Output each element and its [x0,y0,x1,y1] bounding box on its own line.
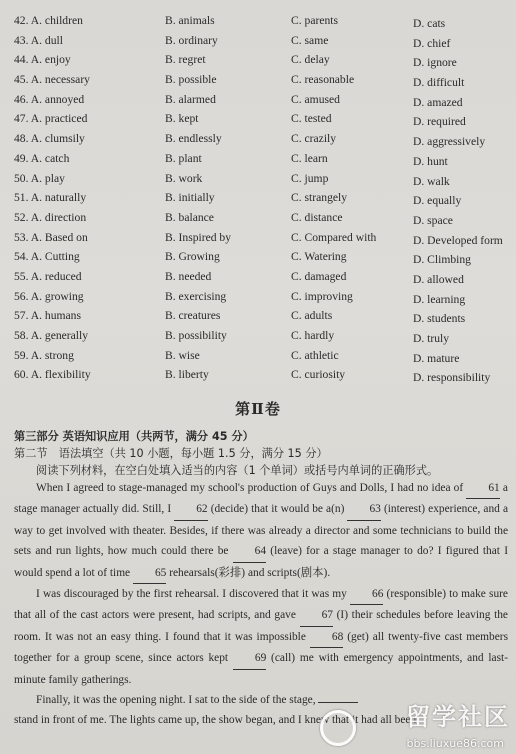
text: (call) me with emergency appointments, and last-minute family gatherings. [14,652,508,686]
paragraph-1 [14,478,508,584]
question-number-and-option-a[interactable]: 48. A. clumsily [14,132,85,146]
blank-64[interactable]: 64 [233,541,266,562]
blank-66[interactable]: 66 [350,584,383,605]
option-b[interactable]: B. creatures [165,309,221,323]
blank-69[interactable]: 69 [233,648,266,669]
option-b[interactable]: B. ordinary [165,33,218,47]
option-b[interactable]: B. Inspired by [165,230,232,244]
option-d[interactable]: D. space [413,213,453,227]
text: stand in front of me. The lights came up, the show began, and I knew that it had all been [14,714,417,727]
text: (interest) experience, and a way to get involved with theater. Besides, if there was already a director and some technicians to build the sets and run lights, how much could there be [14,503,508,558]
option-b[interactable]: B. possible [165,73,217,87]
watermark-url: bbs.liuxue86.com [406,737,504,750]
option-b[interactable]: B. animals [165,14,215,27]
option-b[interactable]: B. exercising [165,289,227,303]
option-c[interactable]: C. hardly [291,329,335,342]
option-c[interactable]: C. delay [291,53,330,67]
option-c[interactable]: C. athletic [291,348,339,362]
question-row [0,368,516,388]
option-d[interactable]: D. students [413,312,466,326]
question-row [0,191,516,211]
text: When I agreed to stage-managed my school's production of Guys and Dolls, I had no idea of [36,482,467,494]
option-c[interactable]: C. improving [291,289,353,303]
option-d[interactable]: D. equally [413,194,462,208]
option-d[interactable]: D. cats [413,17,446,30]
question-row [0,93,516,113]
text: (decide) that it would be a(n) [207,503,348,516]
text: (I) their schedules before leaving the room. It was not an easy thing. I found that it was impossible [14,609,508,643]
text: rehearsals(彩排) and scripts(剧本). [166,566,331,579]
question-number-and-option-a[interactable]: 56. A. growing [14,289,84,303]
part-heading: 第三部分 英语知识应用（共两节，满分 45 分） [14,430,254,443]
blank-62[interactable]: 62 [174,499,207,520]
option-c[interactable]: C. adults [291,309,333,323]
question-number-and-option-a[interactable]: 42. A. children [14,14,83,27]
option-c[interactable]: C. tested [291,112,332,126]
question-number-and-option-a[interactable]: 44. A. enjoy [14,53,71,67]
option-c[interactable]: C. Watering [291,250,347,264]
text: (responsible) to make sure that all of the cast actors were present, had scripts, and gave [14,588,508,622]
option-c[interactable]: C. Compared with [291,230,377,244]
question-number-and-option-a[interactable]: 54. A. Cutting [14,250,80,264]
option-d[interactable]: D. Developed form [413,233,503,247]
blank-68[interactable]: 68 [310,627,343,648]
option-b[interactable]: B. liberty [165,368,209,382]
question-number-and-option-a[interactable]: 59. A. strong [14,348,74,362]
question-number-and-option-a[interactable]: 57. A. humans [14,309,81,323]
question-row [0,231,516,251]
question-number-and-option-a[interactable]: 53. A. Based on [14,230,88,244]
option-c[interactable]: C. curiosity [291,368,346,382]
option-b[interactable]: B. work [165,171,203,185]
volume-title: 第Ⅱ卷 [235,402,281,418]
option-d[interactable]: D. required [413,115,466,129]
question-number-and-option-a[interactable]: 60. A. flexibility [14,368,91,382]
question-row [0,172,516,192]
instruction: 阅读下列材料，在空白处填入适当的内容（1 个单词）或括号内单词的正确形式。 [36,464,439,477]
text: I was discouraged by the first rehearsal. I discovered that it was my [36,588,350,601]
question-row [0,349,516,369]
watermark-logo-icon [320,710,356,746]
option-d[interactable]: D. allowed [413,272,464,286]
question-row [0,329,516,349]
option-d[interactable]: D. hunt [413,154,448,168]
option-d[interactable]: D. difficult [413,76,465,90]
blank-63[interactable]: 63 [347,499,380,520]
option-c[interactable]: C. reasonable [291,73,355,87]
question-row [0,152,516,172]
option-b[interactable]: B. possibility [165,329,227,342]
text: a stage manager actually did. Still, I [14,482,508,516]
option-d[interactable]: D. walk [413,174,450,188]
question-number-and-option-a[interactable]: 50. A. play [14,171,65,185]
option-d[interactable]: D. truly [413,332,450,345]
option-b[interactable]: B. initially [165,191,215,205]
text: Finally, it was the opening night. I sat to the side of the stage, [36,694,319,707]
watermark-brand: 留学社区 [406,703,510,731]
question-row [0,73,516,93]
option-b[interactable]: B. plant [165,151,202,165]
option-c[interactable]: C. distance [291,210,343,224]
option-c[interactable]: C. damaged [291,269,347,283]
option-b[interactable]: B. needed [165,269,212,283]
option-b[interactable]: B. wise [165,348,200,362]
question-number-and-option-a[interactable]: 45. A. necessary [14,73,90,87]
question-number-and-option-a[interactable]: 43. A. dull [14,33,63,47]
question-number-and-option-a[interactable]: 46. A. annoyed [14,92,85,106]
option-c[interactable]: C. crazily [291,132,337,146]
option-c[interactable]: C. amused [291,92,340,106]
option-c[interactable]: C. strangely [291,191,348,205]
question-row [0,14,516,34]
option-b[interactable]: B. endlessly [165,132,222,146]
option-d[interactable]: D. amazed [413,95,463,109]
question-number-and-option-a[interactable]: 49. A. catch [14,151,70,165]
blank-67[interactable]: 67 [300,605,333,626]
option-d[interactable]: D. learning [413,292,466,306]
text: (leave) for a stage manager to do? I figured that I would spend a lot of time [14,545,508,579]
blank-70[interactable] [318,702,358,703]
option-d[interactable]: D. responsibility [413,371,491,385]
question-number-and-option-a[interactable]: 55. A. reduced [14,269,82,283]
option-c[interactable]: C. jump [291,171,329,185]
blank-65[interactable]: 65 [133,563,166,584]
section-heading: 第二节 语法填空（共 10 小题，每小题 1.5 分，满分 15 分） [14,447,328,460]
question-row [0,132,516,152]
option-c[interactable]: C. parents [291,14,339,27]
question-row [0,34,516,54]
option-c[interactable]: C. learn [291,151,328,165]
option-b[interactable]: B. alarmed [165,92,216,106]
question-row [0,270,516,290]
option-d[interactable]: D. aggressively [413,135,486,149]
question-row [0,250,516,270]
question-number-and-option-a[interactable]: 58. A. generally [14,329,89,342]
option-d[interactable]: D. Climbing [413,253,471,267]
question-number-and-option-a[interactable]: 47. A. practiced [14,112,88,126]
question-number-and-option-a[interactable]: 52. A. direction [14,210,87,224]
option-b[interactable]: B. kept [165,112,199,126]
text: (get) all twenty-five cast members together for a group scene, since actors kept [14,630,509,665]
question-row [0,290,516,310]
option-b[interactable]: B. Growing [165,250,220,264]
passage [14,478,508,731]
question-number-and-option-a[interactable]: 51. A. naturally [14,191,87,205]
question-row [0,112,516,132]
question-row [0,309,516,329]
blank-61[interactable]: 61 [466,478,499,499]
option-d[interactable]: D. mature [413,351,460,365]
option-b[interactable]: B. balance [165,210,214,224]
paragraph-2 [14,584,508,690]
option-b[interactable]: B. regret [165,53,206,67]
option-d[interactable]: D. chief [413,36,451,50]
option-d[interactable]: D. ignore [413,56,457,70]
question-row [0,53,516,73]
option-c[interactable]: C. same [291,33,329,47]
multiple-choice-list [0,14,516,388]
question-row [0,211,516,231]
